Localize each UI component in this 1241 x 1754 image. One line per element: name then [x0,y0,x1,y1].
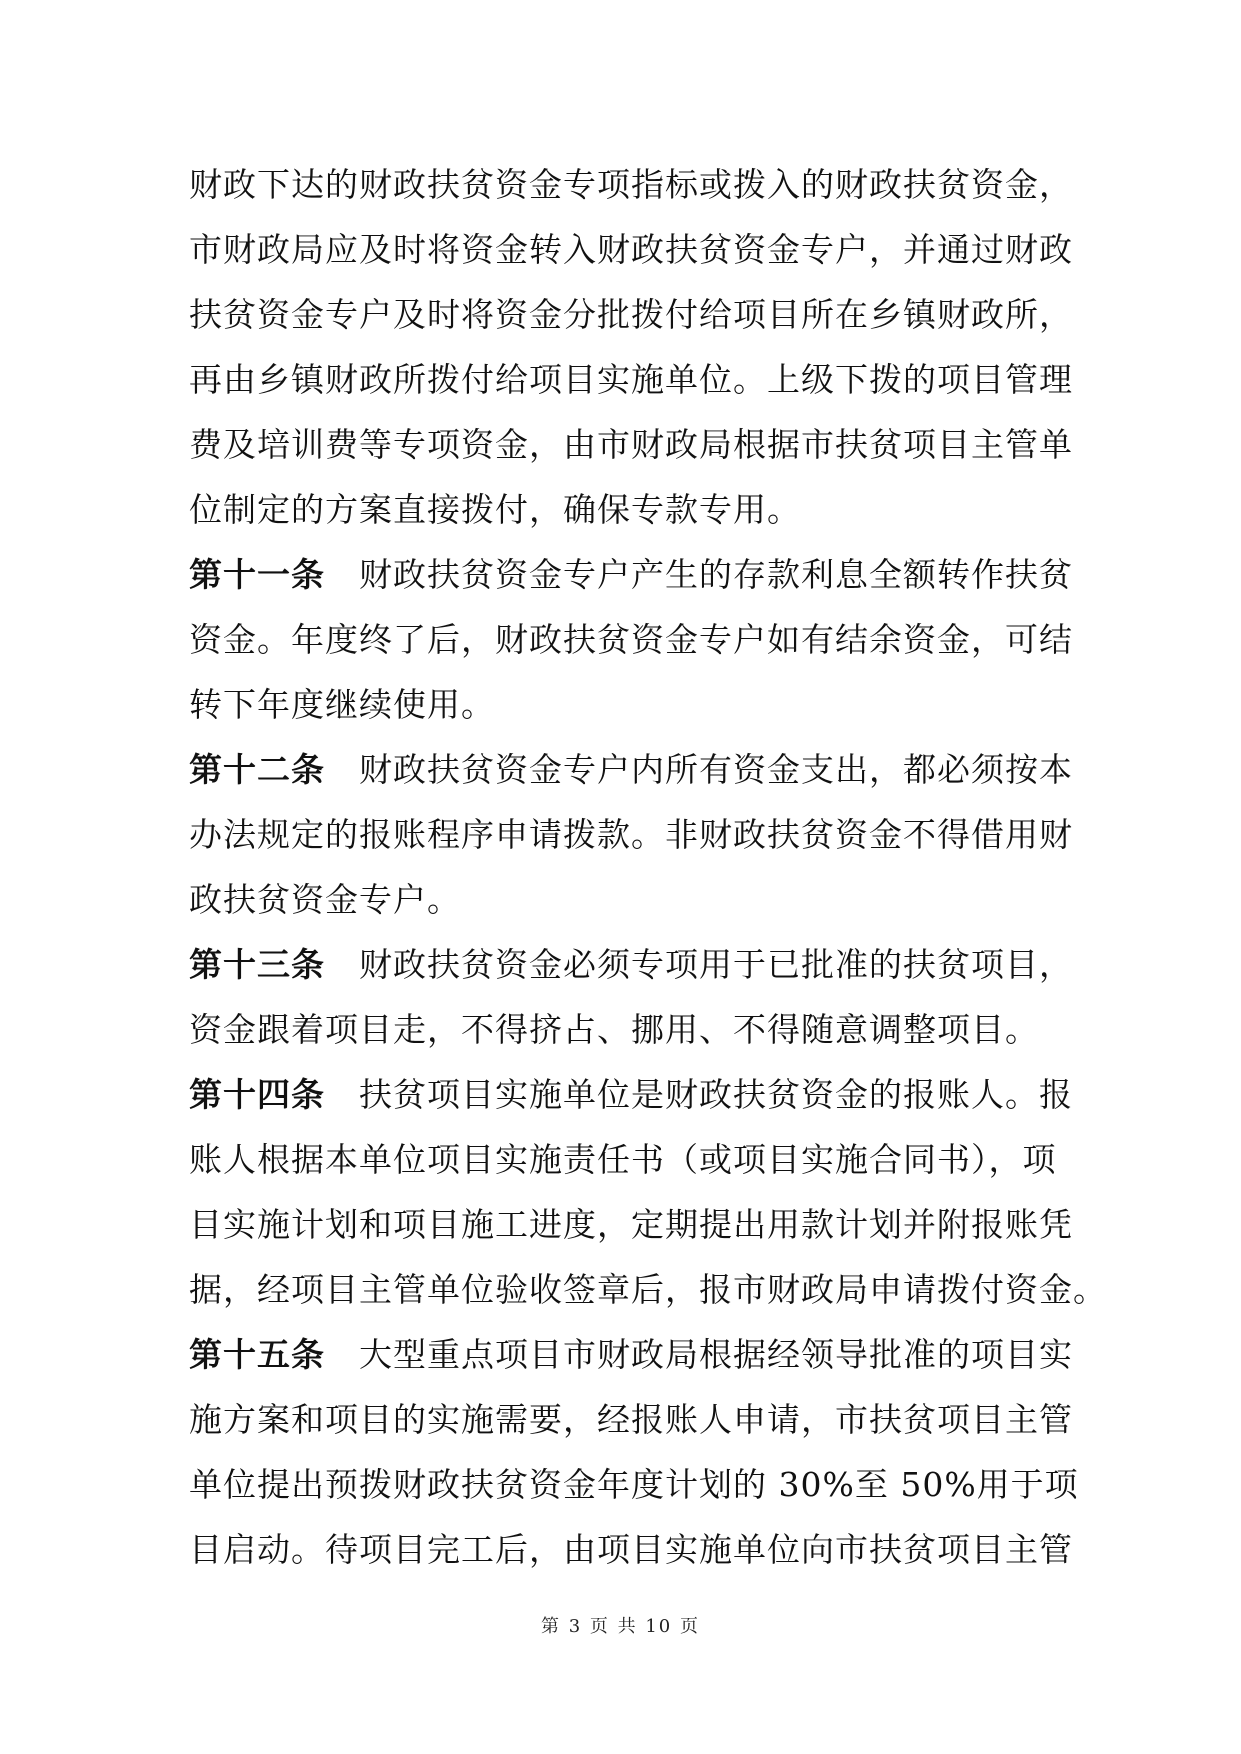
text-line: 市财政局应及时将资金转入财政扶贫资金专户，并通过财政 [189,230,1073,269]
article-text: 财政扶贫资金专户产生的存款利息全额转作扶贫 [359,555,1073,594]
article-14-line-1 [189,1062,1073,1127]
text-line: 转下年度继续使用。 [189,685,495,724]
text-line: 资金跟着项目走，不得挤占、挪用、不得随意调整项目。 [189,1010,1039,1049]
article-text: 扶贫项目实施单位是财政扶贫资金的报账人。报 [359,1075,1073,1114]
page-number-footer: 第 3 页 共 10 页 [541,1616,700,1637]
article-11-line-1 [189,542,1073,607]
article-label-12: 第十二条 [189,750,325,789]
text-line: 资金。年度终了后，财政扶贫资金专户如有结余资金，可结 [189,620,1073,659]
text-line: 目启动。待项目完工后，由项目实施单位向市扶贫项目主管 [189,1530,1073,1569]
text-line: 费及培训费等专项资金，由市财政局根据市扶贫项目主管单 [189,425,1073,464]
text-line: 政扶贫资金专户。 [189,880,461,919]
text-line: 单位提出预拨财政扶贫资金年度计划的 30%至 50%用于项 [189,1465,1079,1504]
text-line: 扶贫资金专户及时将资金分批拨付给项目所在乡镇财政所， [189,295,1073,334]
text-line: 办法规定的报账程序申请拨款。非财政扶贫资金不得借用财 [189,815,1073,854]
text-line: 财政下达的财政扶贫资金专项指标或拨入的财政扶贫资金， [189,165,1073,204]
article-label-11: 第十一条 [189,555,325,594]
text-line: 目实施计划和项目施工进度，定期提出用款计划并附报账凭 [189,1205,1073,1244]
article-text: 财政扶贫资金专户内所有资金支出，都必须按本 [359,750,1073,789]
text-line: 施方案和项目的实施需要，经报账人申请，市扶贫项目主管 [189,1400,1073,1439]
article-15-line-1 [189,1322,1073,1387]
article-text: 财政扶贫资金必须专项用于已批准的扶贫项目， [359,945,1073,984]
article-label-14: 第十四条 [189,1075,325,1114]
article-text: 大型重点项目市财政局根据经领导批准的项目实 [359,1335,1073,1374]
article-label-15: 第十五条 [189,1335,325,1374]
article-13-line-1 [189,932,1073,997]
document-body [189,152,1107,1582]
text-line: 账人根据本单位项目实施责任书（或项目实施合同书），项 [189,1140,1057,1179]
text-line: 再由乡镇财政所拨付给项目实施单位。上级下拨的项目管理 [189,360,1073,399]
article-12-line-1 [189,737,1073,802]
article-label-13: 第十三条 [189,945,325,984]
text-line: 据，经项目主管单位验收签章后，报市财政局申请拨付资金。 [189,1270,1107,1309]
text-line: 位制定的方案直接拨付，确保专款专用。 [189,490,801,529]
